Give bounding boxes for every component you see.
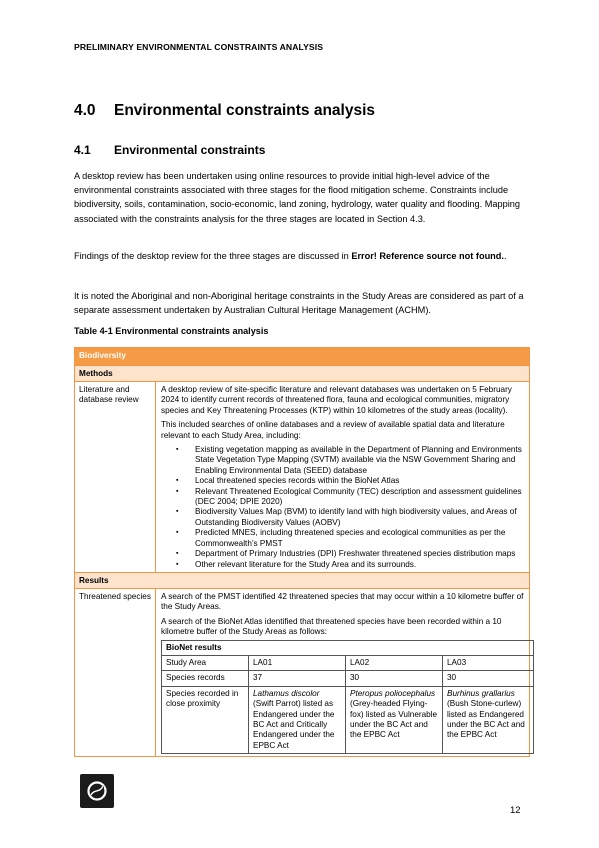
intro-paragraph: A desktop review has been undertaken using online resources to provide initial high-level advice of the environmental constraints associated with three stages for the flood mitigation scheme. Constraints include biodiversity, soils, contamination, socio-economic, land zoning, hydrology, water quality and flooding. Mapping associated with the constraints analysis for the three stages are located in Section 4.3.: [74, 171, 521, 224]
table-cell: [346, 686, 443, 753]
bullet-icon: ▪: [176, 508, 179, 516]
bullet-icon: ▪: [176, 446, 179, 454]
biodiversity-header: Biodiversity: [75, 348, 529, 365]
table-cell: LA02: [346, 655, 443, 670]
species-description: (Bush Stone-curlew) listed as Endangered under the BC Act and the EPBC Act: [447, 699, 525, 740]
table-cell: Species records: [162, 671, 249, 686]
methods-text-2: This included searches of online databases and a review of available spatial data and literature relevant to each Study Area, including:: [161, 420, 505, 440]
table-row: [162, 655, 534, 670]
bullet-icon: ▪: [176, 560, 179, 568]
results-heading: Results: [75, 572, 529, 588]
logo-mark-icon: [80, 774, 114, 808]
company-logo-icon: [80, 774, 114, 808]
running-header: PRELIMINARY ENVIRONMENTAL CONSTRAINTS ANALYSIS: [74, 42, 324, 52]
list-item: [161, 528, 524, 549]
list-item-text: Existing vegetation mapping as available in the Department of Planning and Environments State Vegetation Type Mapping (SVTM) available via the NSW Government Sharing and Enabling Environmental Data (SEED) database: [195, 445, 522, 475]
table-cell: [443, 686, 534, 753]
species-description: (Grey-headed Flying-fox) listed as Vulnerable under the BC Act and the EPBC Act: [350, 699, 438, 740]
list-item: [161, 476, 524, 486]
methods-label: Literature and database review: [75, 382, 156, 572]
table-row: [162, 686, 534, 753]
species-name: Lathamus discolor: [253, 688, 320, 698]
list-item-text: Department of Primary Industries (DPI) Freshwater threatened species distribution maps: [195, 549, 516, 559]
list-item-text: Predicted MNES, including threatened species and ecological communities as per the Commonwealth’s PMST: [195, 528, 506, 548]
table-cell: LA01: [249, 655, 346, 670]
table-cell: 37: [249, 671, 346, 686]
table-row: [162, 640, 534, 655]
table-cell: LA03: [443, 655, 534, 670]
bullet-icon: ▪: [176, 550, 179, 558]
results-text-1: A search of the PMST identified 42 threatened species that may occur within a 10 kilometre buffer of the Study Areas.: [161, 591, 524, 612]
table-cell: [249, 686, 346, 753]
results-row: [75, 588, 529, 756]
species-name: Burhinus grallarius: [447, 688, 515, 698]
heritage-paragraph: It is noted the Aboriginal and non-Aboriginal heritage constraints in the Study Areas are considered as part of a separate assessment undertaken by Australian Cultural Heritage Management (ACHM).: [74, 291, 524, 316]
reference-error: Error! Reference source not found.: [351, 251, 504, 261]
database-list: [161, 445, 524, 570]
methods-row: [75, 381, 529, 572]
bionet-title: BioNet results: [162, 640, 534, 655]
list-item-text: Biodiversity Values Map (BVM) to identify land with high biodiversity values, and Areas of Outstanding Biodiversity Values (AOBV): [195, 507, 517, 527]
table-cell: 30: [443, 671, 534, 686]
table-cell: Study Area: [162, 655, 249, 670]
bullet-icon: ▪: [176, 487, 179, 495]
table-cell: 30: [346, 671, 443, 686]
list-item-text: Local threatened species records within the BioNet Atlas: [195, 476, 400, 486]
results-text-2: A search of the BioNet Atlas identified that threatened species have been recorded within a 10 kilometre buffer of the Study Areas as follows:: [161, 616, 502, 637]
bionet-table: [161, 640, 534, 755]
results-label: Threatened species: [75, 589, 156, 756]
list-item: [161, 507, 524, 528]
findings-paragraph: [74, 249, 524, 263]
table-caption: Table 4-1 Environmental constraints analysis: [74, 326, 269, 336]
list-item-text: Relevant Threatened Ecological Community (TEC) description and assessment guidelines (DEC 2004; DPIE 2020): [195, 486, 522, 507]
subsection-heading: [74, 143, 265, 157]
list-item: [161, 560, 524, 570]
list-item: [161, 549, 524, 559]
subsection-number: 4.1: [74, 143, 91, 157]
results-content: [156, 589, 541, 756]
list-item: [161, 487, 524, 508]
table-cell: Species recorded in close proximity: [162, 686, 249, 753]
list-item: [161, 445, 524, 476]
methods-heading: Methods: [75, 365, 529, 381]
findings-end: .: [503, 251, 507, 261]
species-description: (Swift Parrot) listed as Endangered under the BC Act and Critically Endangered under the EPBC Act: [253, 699, 335, 750]
bullet-icon: ▪: [176, 529, 179, 537]
table-row: [162, 671, 534, 686]
bullet-icon: ▪: [176, 477, 179, 485]
findings-text: Findings of the desktop review for the three stages are discussed in: [74, 251, 352, 261]
subsection-title: Environmental constraints: [114, 143, 266, 157]
list-item-text: Other relevant literature for the Study Area and its surrounds.: [195, 559, 417, 569]
methods-text-1: A desktop review of site-specific literature and relevant databases was undertaken on 5 February 2024 to identify current records of threatened flora, fauna and ecological communities, migratory species and Key Threatening Processes (KTP) within 10 kilometres of the study areas (locality).: [161, 385, 512, 415]
species-name: Pteropus poliocephalus: [350, 688, 436, 698]
constraints-table: [74, 347, 530, 757]
section-heading: [74, 102, 375, 120]
section-number: 4.0: [74, 102, 96, 119]
section-title: Environmental constraints analysis: [114, 102, 376, 119]
methods-content: [156, 382, 529, 572]
page-number: 12: [510, 805, 521, 816]
